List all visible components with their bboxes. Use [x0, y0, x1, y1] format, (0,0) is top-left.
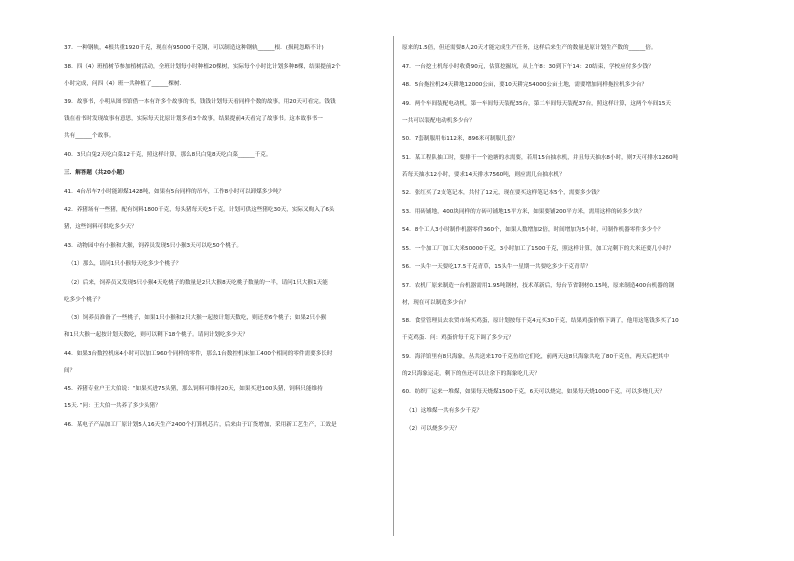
- question-38-line2: 小时完成，问四（4）班一共种植了______棵树.: [64, 80, 182, 87]
- column-divider: [393, 36, 394, 536]
- question-51: 51．某工程队抽工时，要排干一个池塘的水需要，若用15台抽水机，并且每天抽水8小时，则7天可排水1260吨: [402, 154, 679, 161]
- question-55: 55．一个加工厂加工大米50000千克，3小时加工了1500千克，照这样计算，加工完剩下的大米还要几小时？: [402, 245, 675, 252]
- question-56: 56．一头牛一天要吃17.5千克青草，15头牛一星期一共要吃多少千克青草？: [402, 264, 591, 270]
- question-38: 38．四（4）班植树节参加植树活动，全班计划每小时种植20棵树，实际每个小时比计划多种8棵，结果提前2个: [64, 63, 341, 70]
- right-column: [402, 44, 738, 433]
- question-46-continued: 原来的1.5倍，但还需要8人20天才能完成生产任务，这样后来生产的数量是原计划生产数的______倍。: [402, 45, 657, 51]
- question-49-line2: 一共可以装配电动机多少台？: [402, 117, 475, 124]
- question-40: 40．3只白兔2天吃白菜12千克，照这样计算，那么8只白兔8天吃白菜______千克。: [64, 151, 272, 158]
- question-41: 41．4台吊车7小时能卸煤1428吨，如果有5台同样的吊车，工作8小时可以卸煤多少吨？: [64, 188, 285, 195]
- left-column: [64, 44, 382, 429]
- question-46: 46．某电子产品加工厂原计划5人16天生产2400个打算机芯片，后来由于订货增加，采用新工艺生产，工效是: [64, 421, 337, 428]
- question-51-line2: 若每天抽水12小时，要求14天排水7560吨，则应需几台抽水机？: [402, 171, 565, 178]
- question-43: 43．动物园中有小猴和大猴，饲养员发现5只小猴3天可以吃50个桃子。: [64, 242, 242, 249]
- question-43-part3: （3）饲养员准备了一些桃子，如果1只小猴和2只大猴一起按计划天数吃，则还差6个桃子；如果2只小猴: [68, 315, 327, 321]
- section-heading-solve: 三．解答题（共20小题）: [64, 170, 128, 176]
- question-57-line2: 材，现在可以制造多少台？: [402, 299, 470, 306]
- question-44-line2: 间？: [64, 367, 76, 374]
- question-42: 42．养猪场有一些猪，配有饲料1800千克，每头猪每天吃5千克，计划可供这些猪吃30天，实际又购入了6头: [64, 207, 335, 213]
- question-39: 39．故事书，小明从图书馆借一本有许多个故事的书，钱钱计划每天看同样个数的故事，用20天可看完。钱钱: [64, 99, 336, 105]
- question-48: 48．5台拖拉机24天耕地12000公亩，要10天耕完54000公亩土地，需要增加同样拖拉机多少台？: [402, 82, 648, 88]
- question-53: 53．用砖铺地，400块同样的方砖可铺地15平方米，如果要铺200平方米，需用这样的砖多少块？: [402, 208, 645, 215]
- question-43-part2-line2: 吃多少个桃子？: [64, 296, 104, 303]
- question-42-line2: 猪，这些饲料可供吃多少天？: [64, 224, 137, 230]
- question-58-line2: 千克鸡蛋．问：鸡蛋价每千克下调了多少元？: [402, 335, 514, 341]
- question-44: 44．如果3台数控机床4小时可以加工960个同样的零件，那么1台数控机床加工400个相同的零件需要多长时: [64, 350, 333, 357]
- question-39-line3: 共有______个故事。: [64, 133, 115, 139]
- question-59: 59．海洋馆里有8只海象，丛共送来170千克鱼给它们吃，前两天这8只海象共吃了80千克鱼，两天后把其中: [402, 353, 669, 360]
- question-54: 54．8个工人3小时制作机器零件360个，如果人数增加2倍，时间增加为5小时，可制作机器零件多少个？: [402, 227, 664, 233]
- question-45-line2: 15天．”问：王大伯一共养了多少头猪？: [64, 403, 161, 409]
- question-43-part2: （2）后来，饲养员又发现5只小猴4天吃桃子的数量是2只大猴8天吃桃子数量的一半，请问1只大猴1天能: [68, 279, 328, 286]
- question-47: 47．一台挖土机每小时收费90元，估算挖掘坑，从上午8：30到下午14：20结束，学校应付多少钱？: [402, 63, 654, 70]
- question-49: 49．两个车间装配电动机，第一车间每天装配35台，第二车间每天装配37台，照这样计算，这两个车间15天: [402, 100, 672, 107]
- question-50: 50．7套制服用布112米，896米可制服几套？: [402, 136, 518, 142]
- question-60-part2: （2）可以烧多少天？: [406, 426, 460, 432]
- question-37: 37．一种钢轨，4根共重1920千克，现在有95000千克钢，可以制造这种钢轨______根．(损耗忽略不计): [64, 45, 324, 51]
- question-57: 57．农机厂原来制造一台机器需用1.95吨钢材，技术革新后，每台节省钢材0.15吨，原来制造400台机器的钢: [402, 282, 675, 289]
- question-60-part1: （1）这堆煤一共有多少千克？: [406, 407, 483, 414]
- question-39-line2: 钱在看书时发现故事有意思，实际每天比原计划多看3个故事，结果提前4天看完了故事书。这本故事书一: [64, 116, 323, 122]
- question-58: 58．食堂管理员去农贸市场买鸡蛋，原计划按每千克4元买30千克，结果鸡蛋价格下调了，他用这笔钱多买了10: [402, 318, 679, 324]
- question-59-line2: 的2只海象运走，剩下的鱼还可以让余下的海象吃几天？: [402, 370, 540, 377]
- question-60: 60．纺织厂运来一堆煤，如果每天烧煤1500千克，6天可以烧完，如果每天烧1000千克，可以多烧几天？: [402, 389, 665, 395]
- question-43-part1: （1）那么，请问1只小猴每天吃多少个桃子？: [68, 261, 182, 267]
- question-52: 52．张红买了2支笔记本，共付了12元，现在要买这样笔记本5个，需要多少钱？: [402, 190, 603, 196]
- question-45: 45．养猪专业户王大伯说：“如果买进75头猪，那么饲料可维持20天，如果买进100头猪，饲料只能维持: [64, 386, 323, 392]
- question-43-part3-line2: 和1只大猴一起按计划天数吃，则可以剩下18个桃子。请问计划吃多少天？: [64, 332, 249, 338]
